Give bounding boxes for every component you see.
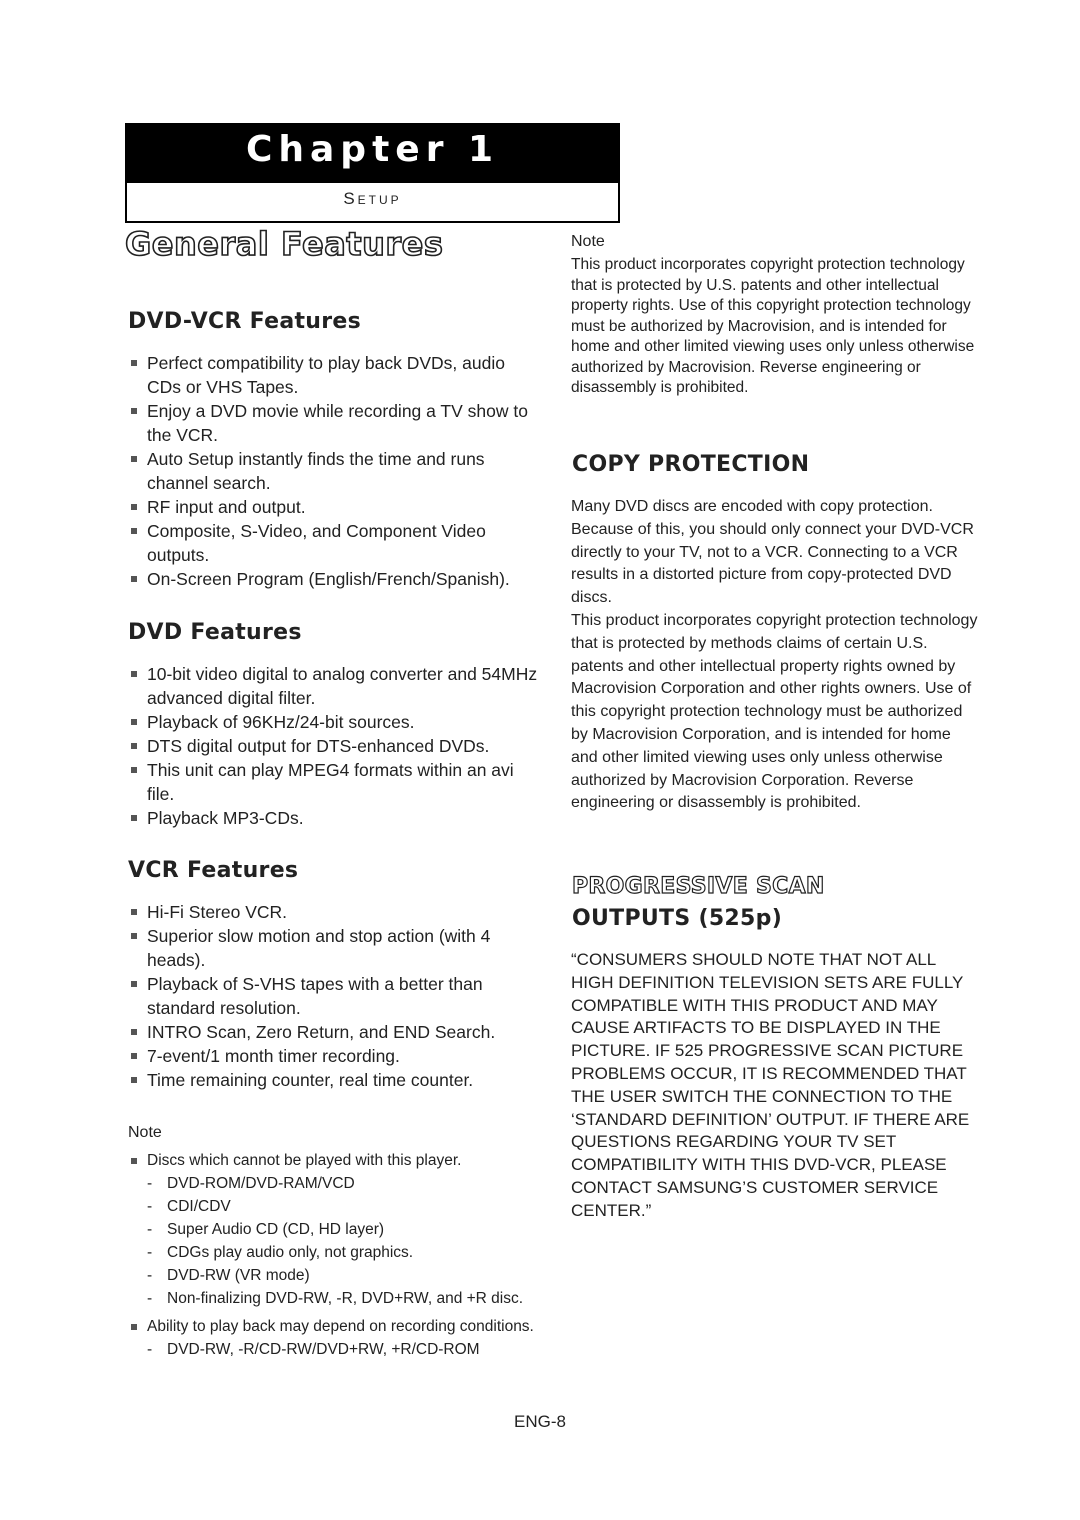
note-item-text: Ability to play back may depend on recording conditions. — [147, 1318, 534, 1335]
list-item: This unit can play MPEG4 formats within an avi file. — [125, 758, 540, 806]
note-sublist — [147, 1172, 538, 1310]
chapter-title: Chapter 1 — [245, 129, 500, 170]
list-item: - CDI/CDV — [147, 1195, 538, 1218]
list-item: - CDGs play audio only, not graphics. — [147, 1241, 538, 1264]
list-item: 7-event/1 month timer recording. — [125, 1044, 540, 1068]
list-item: Perfect compatibility to play back DVDs, audio CDs or VHS Tapes. — [125, 351, 540, 399]
list-item: INTRO Scan, Zero Return, and END Search. — [125, 1020, 540, 1044]
list-item: DTS digital output for DTS-enhanced DVDs. — [125, 734, 540, 758]
list-item: - DVD-RW, -R/CD-RW/DVD+RW, +R/CD-ROM — [147, 1338, 538, 1361]
copy-protection-heading: COPY PROTECTION — [572, 452, 810, 477]
list-item: RF input and output. — [125, 495, 540, 519]
note-label: Note — [571, 233, 605, 250]
dvd-vcr-features-heading: DVD-VCR Features — [128, 309, 362, 334]
list-item: Playback MP3-CDs. — [125, 806, 540, 830]
note-sublist — [147, 1338, 538, 1361]
right-note — [571, 233, 981, 399]
note-text: This product incorporates copyright protection technology that is protected by U.S. patents and other intellectual property rights. Use of this copyright protection technology must be authorized by Macrovision, and is intended for home and other limited viewing uses only unless otherwise authorized by Macrovision. Reverse engineering or disassembly is prohibited. — [571, 256, 975, 396]
chapter-bar — [127, 125, 618, 183]
list-item — [125, 1315, 538, 1361]
chapter-subtitle: Setup — [343, 189, 402, 208]
copy-protection-para-1: Many DVD discs are encoded with copy protection. Because of this, you should only connect your DVD-VCR directly to your TV, not to a VCR. Connecting to a VCR results in a distorted picture from copy-protected DVD discs. — [571, 498, 974, 607]
progressive-scan-heading-line-2: OUTPUTS (525p) — [572, 906, 783, 931]
chapter-header — [125, 123, 620, 223]
list-item: Superior slow motion and stop action (with 4 heads). — [125, 924, 540, 972]
list-item: Hi-Fi Stereo VCR. — [125, 900, 540, 924]
list-item: Playback of 96KHz/24-bit sources. — [125, 710, 540, 734]
list-item: On-Screen Program (English/French/Spanish). — [125, 567, 540, 591]
left-note — [128, 1124, 538, 1361]
dvd-features-heading: DVD Features — [128, 620, 302, 645]
vcr-features-heading: VCR Features — [128, 858, 299, 883]
copy-protection-para-2: This product incorporates copyright protection technology that is protected by methods claims of certain U.S. patents and other intellectual property rights owned by Macrovision Corporation and other rights owners. Use of this copyright protection technology must be authorized by Macrovision Corporation, and is intended for home and other limited viewing uses only unless otherwise authorized by Macrovision Corporation. Reverse engineering or disassembly is prohibited. — [571, 611, 978, 812]
progressive-scan-heading-line-1: PROGRESSIVE SCAN — [572, 874, 825, 899]
list-item: 10-bit video digital to analog converter and 54MHz advanced digital filter. — [125, 662, 540, 710]
page-title: General Features — [125, 225, 444, 263]
page-number: ENG-8 — [514, 1412, 566, 1431]
vcr-features-list — [125, 900, 540, 1092]
list-item: Playback of S-VHS tapes with a better than standard resolution. — [125, 972, 540, 1020]
dvd-features-list — [125, 662, 540, 830]
list-item: - DVD-ROM/DVD-RAM/VCD — [147, 1172, 538, 1195]
list-item: - DVD-RW (VR mode) — [147, 1264, 538, 1287]
list-item: Enjoy a DVD movie while recording a TV show to the VCR. — [125, 399, 540, 447]
list-item: - Super Audio CD (CD, HD layer) — [147, 1218, 538, 1241]
list-item: - Non-finalizing DVD-RW, -R, DVD+RW, and +R disc. — [147, 1287, 538, 1310]
list-item: Auto Setup instantly finds the time and runs channel search. — [125, 447, 540, 495]
list-item: Composite, S-Video, and Component Video outputs. — [125, 519, 540, 567]
dvd-vcr-features-list — [125, 351, 540, 591]
note-item-text: Discs which cannot be played with this player. — [147, 1152, 462, 1169]
copy-protection-body — [571, 496, 981, 815]
note-list — [128, 1149, 538, 1361]
progressive-scan-text: “CONSUMERS SHOULD NOTE THAT NOT ALL HIGH DEFINITION TELEVISION SETS ARE FULLY COMPATIBLE WITH THIS PRODUCT AND MAY CAUSE ARTIFACTS TO BE DISPLAYED IN THE PICTURE. IF 525 PROGRESSIVE SCAN PICTURE PROBLEMS OCCUR, IT IS RECOMMENDED THAT THE USER SWITCH THE CONNECTION TO THE ‘STANDARD DEFINITION’ OUTPUT. IF THERE ARE QUESTIONS REGARDING YOUR TV SET COMPATIBILITY WITH THIS DVD-VCR, PLEASE CONTACT SAMSUNG’S CUSTOMER SERVICE CENTER.” — [571, 950, 970, 1220]
note-label: Note — [128, 1124, 162, 1141]
list-item: Time remaining counter, real time counter. — [125, 1068, 540, 1092]
list-item — [125, 1149, 538, 1310]
